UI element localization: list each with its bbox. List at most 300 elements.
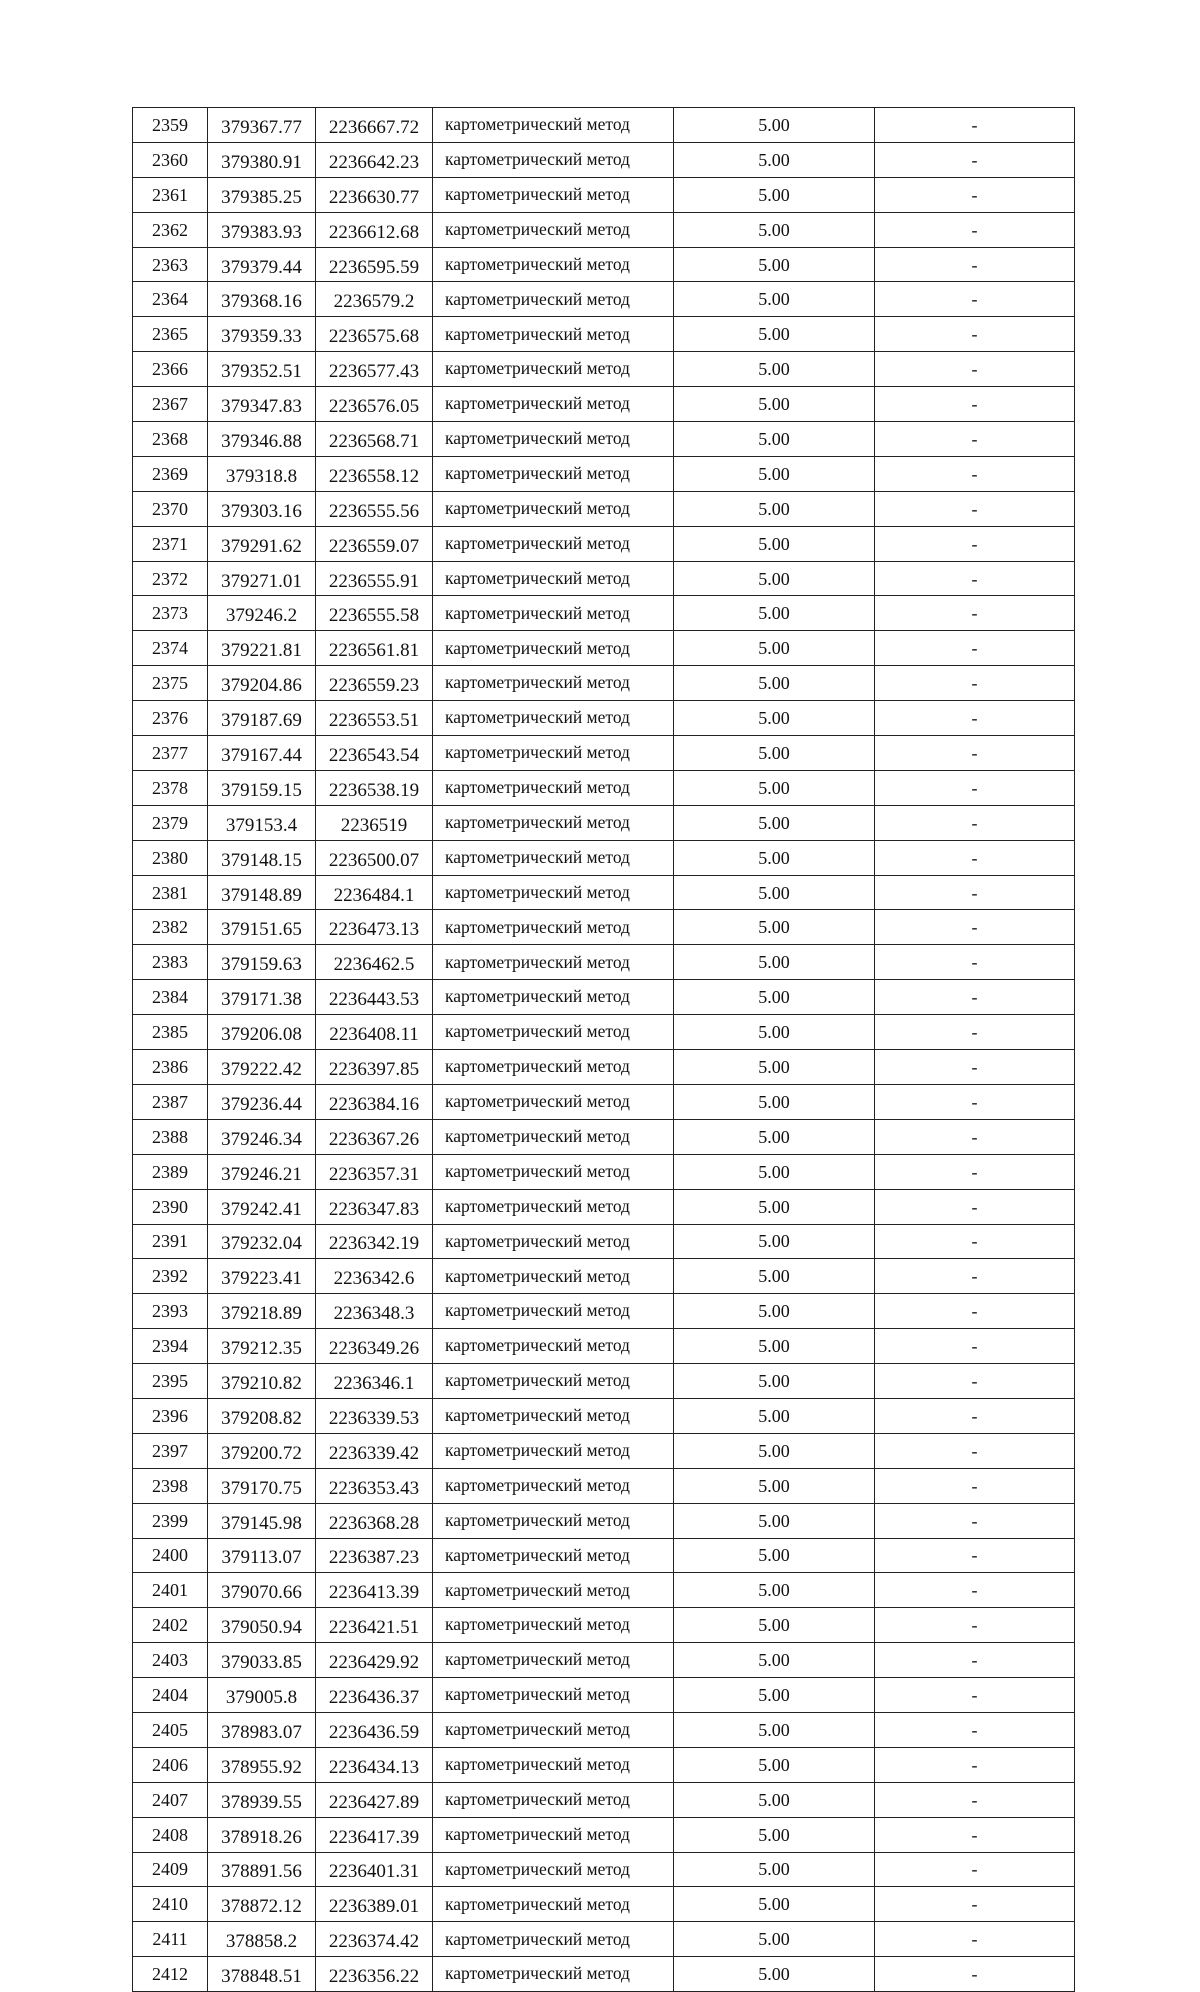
accuracy-cell: 5.00 xyxy=(674,387,875,422)
x-coordinate-cell: 379246.2 xyxy=(208,596,316,631)
point-number-cell: 2380 xyxy=(133,840,208,875)
description-cell: - xyxy=(875,1084,1075,1119)
method-cell: картометрический метод xyxy=(433,805,674,840)
description-cell: - xyxy=(875,1887,1075,1922)
point-number-cell: 2399 xyxy=(133,1503,208,1538)
method-cell: картометрический метод xyxy=(433,1747,674,1782)
accuracy-cell: 5.00 xyxy=(674,1364,875,1399)
point-number-cell: 2368 xyxy=(133,422,208,457)
table-row xyxy=(133,1712,1075,1747)
accuracy-cell: 5.00 xyxy=(674,1189,875,1224)
x-coordinate-cell: 378848.51 xyxy=(208,1957,316,1992)
point-number-cell: 2372 xyxy=(133,561,208,596)
accuracy-cell: 5.00 xyxy=(674,736,875,771)
description-cell: - xyxy=(875,1015,1075,1050)
method-cell: картометрический метод xyxy=(433,317,674,352)
method-cell: картометрический метод xyxy=(433,108,674,143)
description-cell: - xyxy=(875,1189,1075,1224)
point-number-cell: 2394 xyxy=(133,1329,208,1364)
point-number-cell: 2379 xyxy=(133,805,208,840)
point-number-cell: 2389 xyxy=(133,1154,208,1189)
x-coordinate-cell: 379005.8 xyxy=(208,1678,316,1713)
x-coordinate-cell: 379148.89 xyxy=(208,875,316,910)
x-coordinate-cell: 379242.41 xyxy=(208,1189,316,1224)
method-cell: картометрический метод xyxy=(433,736,674,771)
method-cell: картометрический метод xyxy=(433,1329,674,1364)
table-row xyxy=(133,1852,1075,1887)
method-cell: картометрический метод xyxy=(433,701,674,736)
accuracy-cell: 5.00 xyxy=(674,247,875,282)
accuracy-cell: 5.00 xyxy=(674,1608,875,1643)
point-number-cell: 2397 xyxy=(133,1433,208,1468)
accuracy-cell: 5.00 xyxy=(674,1573,875,1608)
accuracy-cell: 5.00 xyxy=(674,456,875,491)
method-cell: картометрический метод xyxy=(433,1887,674,1922)
point-number-cell: 2403 xyxy=(133,1643,208,1678)
description-cell: - xyxy=(875,1364,1075,1399)
y-coordinate-cell: 2236401.31 xyxy=(316,1852,433,1887)
point-number-cell: 2363 xyxy=(133,247,208,282)
y-coordinate-cell: 2236434.13 xyxy=(316,1747,433,1782)
accuracy-cell: 5.00 xyxy=(674,805,875,840)
table-row xyxy=(133,1747,1075,1782)
table-row xyxy=(133,736,1075,771)
x-coordinate-cell: 379171.38 xyxy=(208,980,316,1015)
y-coordinate-cell: 2236500.07 xyxy=(316,840,433,875)
table-row xyxy=(133,491,1075,526)
x-coordinate-cell: 379208.82 xyxy=(208,1398,316,1433)
x-coordinate-cell: 379291.62 xyxy=(208,526,316,561)
table-row xyxy=(133,805,1075,840)
method-cell: картометрический метод xyxy=(433,352,674,387)
x-coordinate-cell: 379033.85 xyxy=(208,1643,316,1678)
accuracy-cell: 5.00 xyxy=(674,1259,875,1294)
description-cell: - xyxy=(875,1259,1075,1294)
description-cell: - xyxy=(875,561,1075,596)
y-coordinate-cell: 2236367.26 xyxy=(316,1119,433,1154)
point-number-cell: 2409 xyxy=(133,1852,208,1887)
y-coordinate-cell: 2236519 xyxy=(316,805,433,840)
accuracy-cell: 5.00 xyxy=(674,1119,875,1154)
x-coordinate-cell: 378891.56 xyxy=(208,1852,316,1887)
point-number-cell: 2378 xyxy=(133,770,208,805)
table-row xyxy=(133,1817,1075,1852)
table-row xyxy=(133,526,1075,561)
description-cell: - xyxy=(875,1608,1075,1643)
table-row xyxy=(133,910,1075,945)
x-coordinate-cell: 379368.16 xyxy=(208,282,316,317)
point-number-cell: 2401 xyxy=(133,1573,208,1608)
method-cell: картометрический метод xyxy=(433,1433,674,1468)
description-cell: - xyxy=(875,1747,1075,1782)
method-cell: картометрический метод xyxy=(433,1050,674,1085)
accuracy-cell: 5.00 xyxy=(674,1957,875,1992)
table-row xyxy=(133,352,1075,387)
x-coordinate-cell: 379159.15 xyxy=(208,770,316,805)
accuracy-cell: 5.00 xyxy=(674,108,875,143)
point-number-cell: 2392 xyxy=(133,1259,208,1294)
table-row xyxy=(133,282,1075,317)
table-row xyxy=(133,456,1075,491)
accuracy-cell: 5.00 xyxy=(674,1852,875,1887)
point-number-cell: 2383 xyxy=(133,945,208,980)
table-row xyxy=(133,422,1075,457)
y-coordinate-cell: 2236353.43 xyxy=(316,1468,433,1503)
accuracy-cell: 5.00 xyxy=(674,1538,875,1573)
point-number-cell: 2360 xyxy=(133,142,208,177)
description-cell: - xyxy=(875,1712,1075,1747)
accuracy-cell: 5.00 xyxy=(674,1747,875,1782)
x-coordinate-cell: 379204.86 xyxy=(208,666,316,701)
x-coordinate-cell: 378939.55 xyxy=(208,1782,316,1817)
description-cell: - xyxy=(875,1957,1075,1992)
table-row xyxy=(133,1573,1075,1608)
x-coordinate-cell: 378918.26 xyxy=(208,1817,316,1852)
y-coordinate-cell: 2236408.11 xyxy=(316,1015,433,1050)
point-number-cell: 2406 xyxy=(133,1747,208,1782)
method-cell: картометрический метод xyxy=(433,980,674,1015)
y-coordinate-cell: 2236553.51 xyxy=(316,701,433,736)
table-row xyxy=(133,1154,1075,1189)
description-cell: - xyxy=(875,317,1075,352)
y-coordinate-cell: 2236421.51 xyxy=(316,1608,433,1643)
table-row xyxy=(133,1922,1075,1957)
coordinates-table-body xyxy=(133,108,1075,1992)
point-number-cell: 2367 xyxy=(133,387,208,422)
accuracy-cell: 5.00 xyxy=(674,1294,875,1329)
method-cell: картометрический метод xyxy=(433,1084,674,1119)
x-coordinate-cell: 379148.15 xyxy=(208,840,316,875)
method-cell: картометрический метод xyxy=(433,1398,674,1433)
table-row xyxy=(133,840,1075,875)
table-row xyxy=(133,212,1075,247)
y-coordinate-cell: 2236339.53 xyxy=(316,1398,433,1433)
method-cell: картометрический метод xyxy=(433,1154,674,1189)
accuracy-cell: 5.00 xyxy=(674,352,875,387)
method-cell: картометрический метод xyxy=(433,1573,674,1608)
y-coordinate-cell: 2236462.5 xyxy=(316,945,433,980)
table-row xyxy=(133,1398,1075,1433)
method-cell: картометрический метод xyxy=(433,910,674,945)
description-cell: - xyxy=(875,736,1075,771)
x-coordinate-cell: 379271.01 xyxy=(208,561,316,596)
y-coordinate-cell: 2236642.23 xyxy=(316,142,433,177)
description-cell: - xyxy=(875,1503,1075,1538)
y-coordinate-cell: 2236436.59 xyxy=(316,1712,433,1747)
description-cell: - xyxy=(875,1050,1075,1085)
description-cell: - xyxy=(875,840,1075,875)
point-number-cell: 2400 xyxy=(133,1538,208,1573)
method-cell: картометрический метод xyxy=(433,282,674,317)
accuracy-cell: 5.00 xyxy=(674,142,875,177)
point-number-cell: 2362 xyxy=(133,212,208,247)
method-cell: картометрический метод xyxy=(433,1817,674,1852)
x-coordinate-cell: 379318.8 xyxy=(208,456,316,491)
table-row xyxy=(133,875,1075,910)
accuracy-cell: 5.00 xyxy=(674,1224,875,1259)
method-cell: картометрический метод xyxy=(433,1782,674,1817)
table-row xyxy=(133,1364,1075,1399)
method-cell: картометрический метод xyxy=(433,1643,674,1678)
point-number-cell: 2402 xyxy=(133,1608,208,1643)
accuracy-cell: 5.00 xyxy=(674,770,875,805)
method-cell: картометрический метод xyxy=(433,631,674,666)
table-row xyxy=(133,1433,1075,1468)
description-cell: - xyxy=(875,701,1075,736)
method-cell: картометрический метод xyxy=(433,1852,674,1887)
description-cell: - xyxy=(875,770,1075,805)
y-coordinate-cell: 2236342.6 xyxy=(316,1259,433,1294)
y-coordinate-cell: 2236568.71 xyxy=(316,422,433,457)
table-row xyxy=(133,1468,1075,1503)
x-coordinate-cell: 379159.63 xyxy=(208,945,316,980)
method-cell: картометрический метод xyxy=(433,526,674,561)
accuracy-cell: 5.00 xyxy=(674,596,875,631)
y-coordinate-cell: 2236357.31 xyxy=(316,1154,433,1189)
y-coordinate-cell: 2236595.59 xyxy=(316,247,433,282)
table-row xyxy=(133,1084,1075,1119)
table-row xyxy=(133,945,1075,980)
description-cell: - xyxy=(875,1154,1075,1189)
accuracy-cell: 5.00 xyxy=(674,910,875,945)
method-cell: картометрический метод xyxy=(433,1015,674,1050)
point-number-cell: 2386 xyxy=(133,1050,208,1085)
point-number-cell: 2369 xyxy=(133,456,208,491)
method-cell: картометрический метод xyxy=(433,770,674,805)
method-cell: картометрический метод xyxy=(433,945,674,980)
x-coordinate-cell: 379236.44 xyxy=(208,1084,316,1119)
table-row xyxy=(133,1678,1075,1713)
x-coordinate-cell: 379246.21 xyxy=(208,1154,316,1189)
x-coordinate-cell: 379206.08 xyxy=(208,1015,316,1050)
description-cell: - xyxy=(875,142,1075,177)
accuracy-cell: 5.00 xyxy=(674,666,875,701)
x-coordinate-cell: 378858.2 xyxy=(208,1922,316,1957)
x-coordinate-cell: 379346.88 xyxy=(208,422,316,457)
point-number-cell: 2408 xyxy=(133,1817,208,1852)
description-cell: - xyxy=(875,247,1075,282)
x-coordinate-cell: 379359.33 xyxy=(208,317,316,352)
description-cell: - xyxy=(875,1433,1075,1468)
y-coordinate-cell: 2236436.37 xyxy=(316,1678,433,1713)
y-coordinate-cell: 2236384.16 xyxy=(316,1084,433,1119)
point-number-cell: 2407 xyxy=(133,1782,208,1817)
y-coordinate-cell: 2236348.3 xyxy=(316,1294,433,1329)
accuracy-cell: 5.00 xyxy=(674,1782,875,1817)
table-row xyxy=(133,1294,1075,1329)
table-row xyxy=(133,1329,1075,1364)
point-number-cell: 2410 xyxy=(133,1887,208,1922)
point-number-cell: 2405 xyxy=(133,1712,208,1747)
description-cell: - xyxy=(875,387,1075,422)
y-coordinate-cell: 2236427.89 xyxy=(316,1782,433,1817)
y-coordinate-cell: 2236630.77 xyxy=(316,177,433,212)
method-cell: картометрический метод xyxy=(433,387,674,422)
y-coordinate-cell: 2236555.56 xyxy=(316,491,433,526)
accuracy-cell: 5.00 xyxy=(674,1084,875,1119)
description-cell: - xyxy=(875,875,1075,910)
accuracy-cell: 5.00 xyxy=(674,177,875,212)
description-cell: - xyxy=(875,456,1075,491)
accuracy-cell: 5.00 xyxy=(674,1015,875,1050)
description-cell: - xyxy=(875,1922,1075,1957)
description-cell: - xyxy=(875,1678,1075,1713)
x-coordinate-cell: 379113.07 xyxy=(208,1538,316,1573)
table-row xyxy=(133,596,1075,631)
table-row xyxy=(133,561,1075,596)
point-number-cell: 2387 xyxy=(133,1084,208,1119)
x-coordinate-cell: 379367.77 xyxy=(208,108,316,143)
description-cell: - xyxy=(875,1468,1075,1503)
y-coordinate-cell: 2236374.42 xyxy=(316,1922,433,1957)
y-coordinate-cell: 2236558.12 xyxy=(316,456,433,491)
point-number-cell: 2370 xyxy=(133,491,208,526)
y-coordinate-cell: 2236577.43 xyxy=(316,352,433,387)
accuracy-cell: 5.00 xyxy=(674,317,875,352)
table-row xyxy=(133,1015,1075,1050)
description-cell: - xyxy=(875,666,1075,701)
accuracy-cell: 5.00 xyxy=(674,701,875,736)
accuracy-cell: 5.00 xyxy=(674,1922,875,1957)
accuracy-cell: 5.00 xyxy=(674,945,875,980)
method-cell: картометрический метод xyxy=(433,1538,674,1573)
table-row xyxy=(133,1503,1075,1538)
y-coordinate-cell: 2236397.85 xyxy=(316,1050,433,1085)
y-coordinate-cell: 2236417.39 xyxy=(316,1817,433,1852)
method-cell: картометрический метод xyxy=(433,456,674,491)
table-row xyxy=(133,177,1075,212)
method-cell: картометрический метод xyxy=(433,1294,674,1329)
description-cell: - xyxy=(875,1119,1075,1154)
accuracy-cell: 5.00 xyxy=(674,631,875,666)
point-number-cell: 2375 xyxy=(133,666,208,701)
y-coordinate-cell: 2236346.1 xyxy=(316,1364,433,1399)
table-row xyxy=(133,1259,1075,1294)
y-coordinate-cell: 2236342.19 xyxy=(316,1224,433,1259)
table-row xyxy=(133,1957,1075,1992)
table-row xyxy=(133,108,1075,143)
point-number-cell: 2377 xyxy=(133,736,208,771)
point-number-cell: 2382 xyxy=(133,910,208,945)
accuracy-cell: 5.00 xyxy=(674,1154,875,1189)
method-cell: картометрический метод xyxy=(433,1922,674,1957)
description-cell: - xyxy=(875,945,1075,980)
table-row xyxy=(133,631,1075,666)
description-cell: - xyxy=(875,212,1075,247)
y-coordinate-cell: 2236339.42 xyxy=(316,1433,433,1468)
y-coordinate-cell: 2236579.2 xyxy=(316,282,433,317)
accuracy-cell: 5.00 xyxy=(674,212,875,247)
table-row xyxy=(133,247,1075,282)
x-coordinate-cell: 379352.51 xyxy=(208,352,316,387)
description-cell: - xyxy=(875,1782,1075,1817)
x-coordinate-cell: 378872.12 xyxy=(208,1887,316,1922)
description-cell: - xyxy=(875,805,1075,840)
accuracy-cell: 5.00 xyxy=(674,1503,875,1538)
accuracy-cell: 5.00 xyxy=(674,1643,875,1678)
point-number-cell: 2411 xyxy=(133,1922,208,1957)
table-row xyxy=(133,1608,1075,1643)
description-cell: - xyxy=(875,1817,1075,1852)
point-number-cell: 2391 xyxy=(133,1224,208,1259)
point-number-cell: 2398 xyxy=(133,1468,208,1503)
y-coordinate-cell: 2236576.05 xyxy=(316,387,433,422)
x-coordinate-cell: 379170.75 xyxy=(208,1468,316,1503)
point-number-cell: 2364 xyxy=(133,282,208,317)
y-coordinate-cell: 2236473.13 xyxy=(316,910,433,945)
method-cell: картометрический метод xyxy=(433,422,674,457)
y-coordinate-cell: 2236347.83 xyxy=(316,1189,433,1224)
description-cell: - xyxy=(875,1643,1075,1678)
description-cell: - xyxy=(875,1294,1075,1329)
point-number-cell: 2396 xyxy=(133,1398,208,1433)
table-row xyxy=(133,770,1075,805)
method-cell: картометрический метод xyxy=(433,1608,674,1643)
x-coordinate-cell: 378955.92 xyxy=(208,1747,316,1782)
accuracy-cell: 5.00 xyxy=(674,491,875,526)
method-cell: картометрический метод xyxy=(433,1712,674,1747)
y-coordinate-cell: 2236575.68 xyxy=(316,317,433,352)
x-coordinate-cell: 379167.44 xyxy=(208,736,316,771)
method-cell: картометрический метод xyxy=(433,491,674,526)
table-row xyxy=(133,317,1075,352)
x-coordinate-cell: 378983.07 xyxy=(208,1712,316,1747)
x-coordinate-cell: 379210.82 xyxy=(208,1364,316,1399)
method-cell: картометрический метод xyxy=(433,212,674,247)
description-cell: - xyxy=(875,1538,1075,1573)
description-cell: - xyxy=(875,631,1075,666)
x-coordinate-cell: 379385.25 xyxy=(208,177,316,212)
x-coordinate-cell: 379222.42 xyxy=(208,1050,316,1085)
table-row xyxy=(133,1538,1075,1573)
point-number-cell: 2393 xyxy=(133,1294,208,1329)
method-cell: картометрический метод xyxy=(433,1678,674,1713)
accuracy-cell: 5.00 xyxy=(674,422,875,457)
x-coordinate-cell: 379223.41 xyxy=(208,1259,316,1294)
method-cell: картометрический метод xyxy=(433,561,674,596)
table-row xyxy=(133,1224,1075,1259)
x-coordinate-cell: 379221.81 xyxy=(208,631,316,666)
accuracy-cell: 5.00 xyxy=(674,526,875,561)
x-coordinate-cell: 379218.89 xyxy=(208,1294,316,1329)
method-cell: картометрический метод xyxy=(433,840,674,875)
y-coordinate-cell: 2236413.39 xyxy=(316,1573,433,1608)
point-number-cell: 2381 xyxy=(133,875,208,910)
method-cell: картометрический метод xyxy=(433,1259,674,1294)
description-cell: - xyxy=(875,526,1075,561)
x-coordinate-cell: 379145.98 xyxy=(208,1503,316,1538)
table-row xyxy=(133,1189,1075,1224)
x-coordinate-cell: 379050.94 xyxy=(208,1608,316,1643)
x-coordinate-cell: 379232.04 xyxy=(208,1224,316,1259)
method-cell: картометрический метод xyxy=(433,1957,674,1992)
x-coordinate-cell: 379246.34 xyxy=(208,1119,316,1154)
accuracy-cell: 5.00 xyxy=(674,1398,875,1433)
y-coordinate-cell: 2236429.92 xyxy=(316,1643,433,1678)
table-row xyxy=(133,666,1075,701)
method-cell: картометрический метод xyxy=(433,1224,674,1259)
x-coordinate-cell: 379070.66 xyxy=(208,1573,316,1608)
coordinates-table xyxy=(132,107,1075,1992)
x-coordinate-cell: 379379.44 xyxy=(208,247,316,282)
x-coordinate-cell: 379303.16 xyxy=(208,491,316,526)
method-cell: картометрический метод xyxy=(433,666,674,701)
method-cell: картометрический метод xyxy=(433,247,674,282)
accuracy-cell: 5.00 xyxy=(674,1468,875,1503)
accuracy-cell: 5.00 xyxy=(674,1887,875,1922)
method-cell: картометрический метод xyxy=(433,875,674,910)
table-row xyxy=(133,1643,1075,1678)
